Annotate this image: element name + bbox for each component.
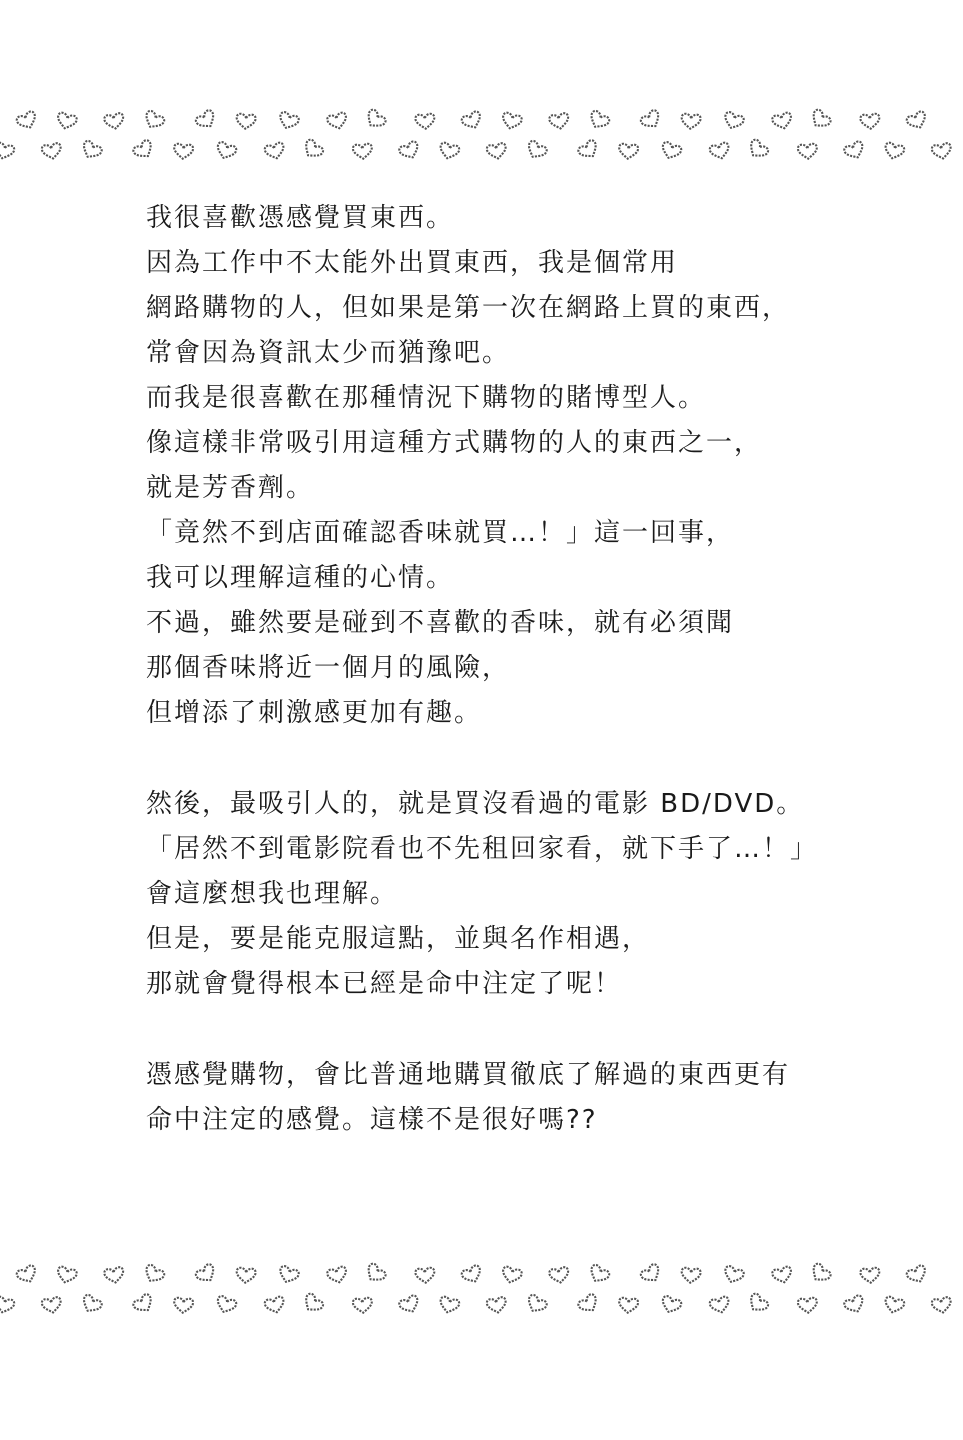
heart-icon xyxy=(709,1296,731,1315)
heart-icon xyxy=(486,1297,507,1315)
heart-icon xyxy=(798,143,818,159)
text-line: 像這樣非常吸引用這種方式購物的人的東西之一， xyxy=(146,428,763,458)
text-line: 然後，最吸引人的，就是買沒看過的電影 BD/DVD。 xyxy=(146,789,805,819)
heart-icon xyxy=(236,113,256,129)
text-line: 「居然不到電影院看也不先租回家看，就下手了…！」 xyxy=(146,834,819,864)
heart-icon xyxy=(104,1267,125,1285)
heart-icon xyxy=(486,143,507,161)
heart-icon xyxy=(501,1266,523,1285)
text-line: 不過，雖然要是碰到不喜歡的香味，就有必須聞 xyxy=(146,608,735,638)
heart-icon xyxy=(56,112,78,131)
heart-icon xyxy=(264,142,286,161)
heart-icon xyxy=(660,1295,683,1315)
heart-icon xyxy=(843,1294,866,1315)
heart-icon xyxy=(587,1264,611,1286)
paragraph-gap xyxy=(146,736,906,782)
text-line: 命中注定的感覺。這樣不是很好嗎?? xyxy=(146,1105,598,1135)
heart-icon xyxy=(173,1297,193,1313)
text-line: 而我是很喜歡在那種情況下購物的賭博型人。 xyxy=(146,383,707,413)
heart-icon xyxy=(639,1263,663,1286)
heart-icon xyxy=(277,111,300,131)
heart-icon xyxy=(415,113,435,129)
heart-icon xyxy=(301,1292,325,1315)
heart-icon xyxy=(501,112,523,131)
heart-icon xyxy=(860,113,880,129)
paragraph-gap xyxy=(146,1007,906,1053)
text-line: 我很喜歡憑感覺買東西。 xyxy=(146,203,455,233)
heart-icon xyxy=(194,109,218,132)
text-line: 常會因為資訊太少而猶豫吧。 xyxy=(146,338,511,368)
heart-icon xyxy=(461,1264,484,1285)
heart-icon xyxy=(41,143,62,161)
heart-icon xyxy=(771,112,793,131)
heart-icon xyxy=(215,1295,238,1315)
heart-icon xyxy=(142,1264,166,1286)
paragraph-3 xyxy=(146,1053,906,1143)
heart-icon xyxy=(577,1293,601,1316)
heart-icon xyxy=(236,1267,256,1283)
text-line: 因為工作中不太能外出買東西，我是個常用 xyxy=(146,248,679,278)
heart-icon xyxy=(398,140,421,161)
heart-icon xyxy=(461,110,484,131)
heart-icon xyxy=(639,109,663,132)
text-line: 「竟然不到店面確認香味就買…！」這一回事， xyxy=(146,518,735,548)
bottom-heart-border xyxy=(0,1250,963,1320)
heart-icon xyxy=(79,140,103,162)
heart-icon xyxy=(722,1265,745,1285)
heart-icon xyxy=(746,138,770,161)
heart-icon xyxy=(104,113,125,131)
heart-icon xyxy=(618,143,638,159)
essay-text xyxy=(146,196,906,1143)
heart-icon xyxy=(398,1294,421,1315)
heart-icon xyxy=(681,1267,701,1283)
heart-icon xyxy=(931,143,952,161)
heart-icon xyxy=(808,108,832,131)
heart-icon xyxy=(132,139,156,162)
heart-icon xyxy=(415,1267,435,1283)
heart-icon xyxy=(681,113,701,129)
heart-icon xyxy=(326,1266,348,1285)
heart-icon xyxy=(549,1267,570,1285)
heart-icon xyxy=(577,139,601,162)
text-line: 就是芳香劑。 xyxy=(146,473,315,503)
text-line: 那個香味將近一個月的風險， xyxy=(146,653,511,683)
heart-icon xyxy=(438,1296,460,1315)
heart-icon xyxy=(808,1262,832,1285)
heart-icon xyxy=(618,1297,638,1313)
heart-icon xyxy=(709,142,731,161)
heart-icon xyxy=(931,1297,952,1315)
heart-icon xyxy=(277,1265,300,1285)
heart-icon xyxy=(132,1293,156,1316)
text-line: 但是，要是能克服這點，並與名作相遇， xyxy=(146,924,651,954)
heart-icon xyxy=(843,140,866,161)
heart-icon xyxy=(587,110,611,132)
heart-icon xyxy=(363,108,387,131)
heart-icon xyxy=(353,143,373,159)
heart-icon xyxy=(746,1292,770,1315)
heart-icon xyxy=(16,110,39,131)
text-line: 憑感覺購物，會比普通地購買徹底了解過的東西更有 xyxy=(146,1060,791,1090)
heart-icon xyxy=(41,1297,62,1315)
heart-icon xyxy=(883,1296,905,1315)
heart-icon xyxy=(215,141,238,161)
heart-icon xyxy=(549,113,570,131)
text-line: 但增添了刺激感更加有趣。 xyxy=(146,698,483,728)
heart-icon xyxy=(264,1296,286,1315)
heart-icon xyxy=(194,1263,218,1286)
heart-icon xyxy=(524,1294,548,1316)
text-line: 會這麼想我也理解。 xyxy=(146,879,399,909)
heart-icon xyxy=(660,141,683,161)
paragraph-2 xyxy=(146,782,906,1007)
heart-icon xyxy=(860,1267,880,1283)
heart-icon xyxy=(173,143,193,159)
text-line: 網路購物的人，但如果是第一次在網路上買的東西， xyxy=(146,293,791,323)
heart-icon xyxy=(0,1296,15,1315)
paragraph-1 xyxy=(146,196,906,736)
top-heart-border-svg xyxy=(0,96,963,166)
heart-icon xyxy=(301,138,325,161)
heart-icon xyxy=(798,1297,818,1313)
heart-icon xyxy=(0,142,15,161)
heart-icon xyxy=(722,111,745,131)
heart-icon xyxy=(906,110,929,131)
text-line: 那就會覺得根本已經是命中注定了呢！ xyxy=(146,969,623,999)
heart-icon xyxy=(363,1262,387,1285)
top-heart-border xyxy=(0,96,963,166)
heart-icon xyxy=(906,1264,929,1285)
heart-icon xyxy=(326,112,348,131)
heart-icon xyxy=(524,140,548,162)
heart-icon xyxy=(79,1294,103,1316)
heart-icon xyxy=(883,142,905,161)
heart-icon xyxy=(438,142,460,161)
bottom-heart-border-svg xyxy=(0,1250,963,1320)
heart-icon xyxy=(16,1264,39,1285)
text-line: 我可以理解這種的心情。 xyxy=(146,563,455,593)
heart-icon xyxy=(771,1266,793,1285)
heart-icon xyxy=(142,110,166,132)
heart-icon xyxy=(56,1266,78,1285)
heart-icon xyxy=(353,1297,373,1313)
